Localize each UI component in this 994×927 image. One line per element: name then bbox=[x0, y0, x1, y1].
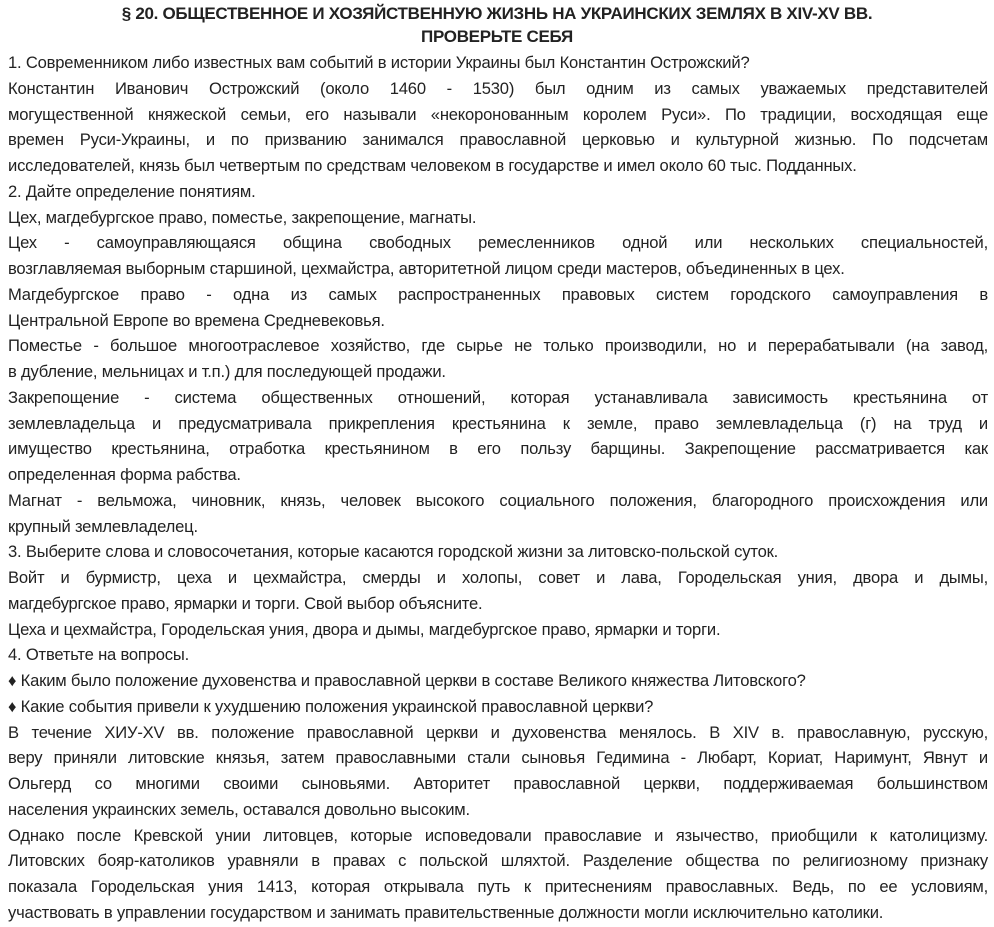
text-line: Магдебургское право - одна из самых распространенных правовых систем городского самоуправления в bbox=[8, 284, 988, 304]
text-line: 1. Современником либо известных вам событий в истории Украины был Константин Острожский? bbox=[8, 53, 750, 72]
text-line: Закрепощение - система общественных отношений, которая устанавливала зависимость крестьянина от bbox=[8, 387, 988, 407]
text-line: показала Городельская уния 1413, которая открывала путь к притеснениям православных. Ведь, по ее условиям, bbox=[8, 877, 988, 896]
text-line: могущественной княжеской семьи, его называли «некоронованным королем Руси». По традиции, восходящая еще bbox=[8, 104, 988, 124]
paragraph bbox=[8, 50, 988, 76]
text-line: Центральной Европе во времена Средневековья. bbox=[8, 310, 385, 330]
text-line: Однако после Кревской унии литовцев, которые исповедовали православие и язычество, приобщили к католицизму. bbox=[8, 825, 988, 845]
text-line: Цеха и цехмайстра, Городельская уния, двора и дымы, магдебургское право, ярмарки и торги. bbox=[8, 619, 721, 639]
text-line: магдебургское право, ярмарки и торги. Свой выбор объясните. bbox=[8, 593, 483, 613]
text-line: 2. Дайте определение понятиям. bbox=[8, 181, 256, 201]
text-line: Поместье - большое многоотраслевое хозяйство, где сырье не только производили, но и перерабатывали (на завод, bbox=[8, 336, 988, 356]
text-line: исследователей, князь был четвертым по средствам человеком в государстве и имел около 60 тыс. Подданных. bbox=[8, 156, 857, 175]
text-line: Войт и бурмистр, цеха и цехмайстра, смерды и холопы, совет и лава, Городельская уния, двора и дымы, bbox=[8, 568, 988, 587]
paragraph bbox=[8, 333, 988, 385]
text-line: возглавляемая выборным старшиной, цехмайстра, авторитетной лицом среди мастеров, объединенных в цех. bbox=[8, 259, 845, 278]
paragraph bbox=[8, 642, 988, 668]
paragraph bbox=[8, 668, 988, 694]
paragraph bbox=[8, 488, 988, 540]
paragraph bbox=[8, 617, 988, 643]
text-line: ♦ Какие события привели к ухудшению положения украинской православной церкви? bbox=[8, 696, 654, 716]
paragraph bbox=[8, 385, 988, 488]
paragraph bbox=[8, 179, 988, 205]
page-subtitle: ПРОВЕРЬТЕ СЕБЯ bbox=[421, 27, 573, 46]
paragraph bbox=[8, 282, 988, 334]
text-line: времен Руси-Украины, и по призванию занимался православной церковью и культурной жизнью. По подсчетам bbox=[8, 130, 988, 150]
page-title: § 20. ОБЩЕСТВЕННОЕ И ХОЗЯЙСТВЕННУЮ ЖИЗНЬ НА УКРАИНСКИХ ЗЕМЛЯХ В XIV-XV ВВ. bbox=[121, 4, 873, 23]
paragraph bbox=[8, 720, 988, 823]
text-line: определенная форма рабства. bbox=[8, 465, 241, 484]
text-line: 4. Ответьте на вопросы. bbox=[8, 645, 190, 665]
text-line: Цех - самоуправляющаяся община свободных ремесленников одной или нескольких специальностей, bbox=[8, 233, 988, 253]
text-line: имущество крестьянина, отработка крестьянином в его пользу барщины. Закрепощение рассматривается как bbox=[8, 439, 988, 459]
paragraph bbox=[8, 823, 988, 926]
text-line: Литовских бояр-католиков уравняли в правах с польской шляхтой. Разделение общества по религиозному признаку bbox=[8, 851, 988, 871]
text-line: Цех, магдебургское право, поместье, закрепощение, магнаты. bbox=[8, 207, 477, 227]
paragraph bbox=[8, 205, 988, 231]
text-line: В течение ХИУ-XV вв. положение православной церкви и духовенства менялось. В XIV в. православную, русскую, bbox=[8, 722, 988, 742]
text-line: населения украинских земель, оставался довольно высоким. bbox=[8, 799, 470, 819]
paragraph bbox=[8, 694, 988, 720]
paragraph bbox=[8, 539, 988, 565]
text-line: крупный землевладелец. bbox=[8, 516, 198, 536]
paragraph bbox=[8, 230, 988, 282]
text-line: Магнат - вельможа, чиновник, князь, человек высокого социального положения, благородного происхождения или bbox=[8, 490, 988, 510]
text-line: 3. Выберите слова и словосочетания, которые касаются городской жизни за литовско-польской суток. bbox=[8, 542, 779, 562]
text-line: Ольгерд со многими своими сыновьями. Авторитет православной церкви, поддерживаемая большинством bbox=[8, 774, 988, 793]
text-line: в дубление, мельницах и т.п.) для последующей продажи. bbox=[8, 362, 446, 381]
text-line: веру приняли литовские князья, затем православными стали сыновья Гедимина - Любарт, Кориат, Наримунт, Явнут и bbox=[8, 748, 988, 768]
paragraph bbox=[8, 565, 988, 617]
text-line: Константин Иванович Острожский (около 1460 - 1530) был одним из самых уважаемых представителей bbox=[8, 78, 988, 98]
document-body bbox=[8, 50, 988, 926]
text-line: землевладельца и предусматривала прикрепления крестьянина к земле, право землевладельца (г) на труд и bbox=[8, 413, 988, 433]
text-line: участвовать в управлении государством и занимать правительственные должности могли исключительно католики. bbox=[8, 902, 884, 922]
text-line: ♦ Каким было положение духовенства и православной церкви в составе Великого княжества Литовского? bbox=[8, 671, 806, 690]
paragraph bbox=[8, 76, 988, 179]
